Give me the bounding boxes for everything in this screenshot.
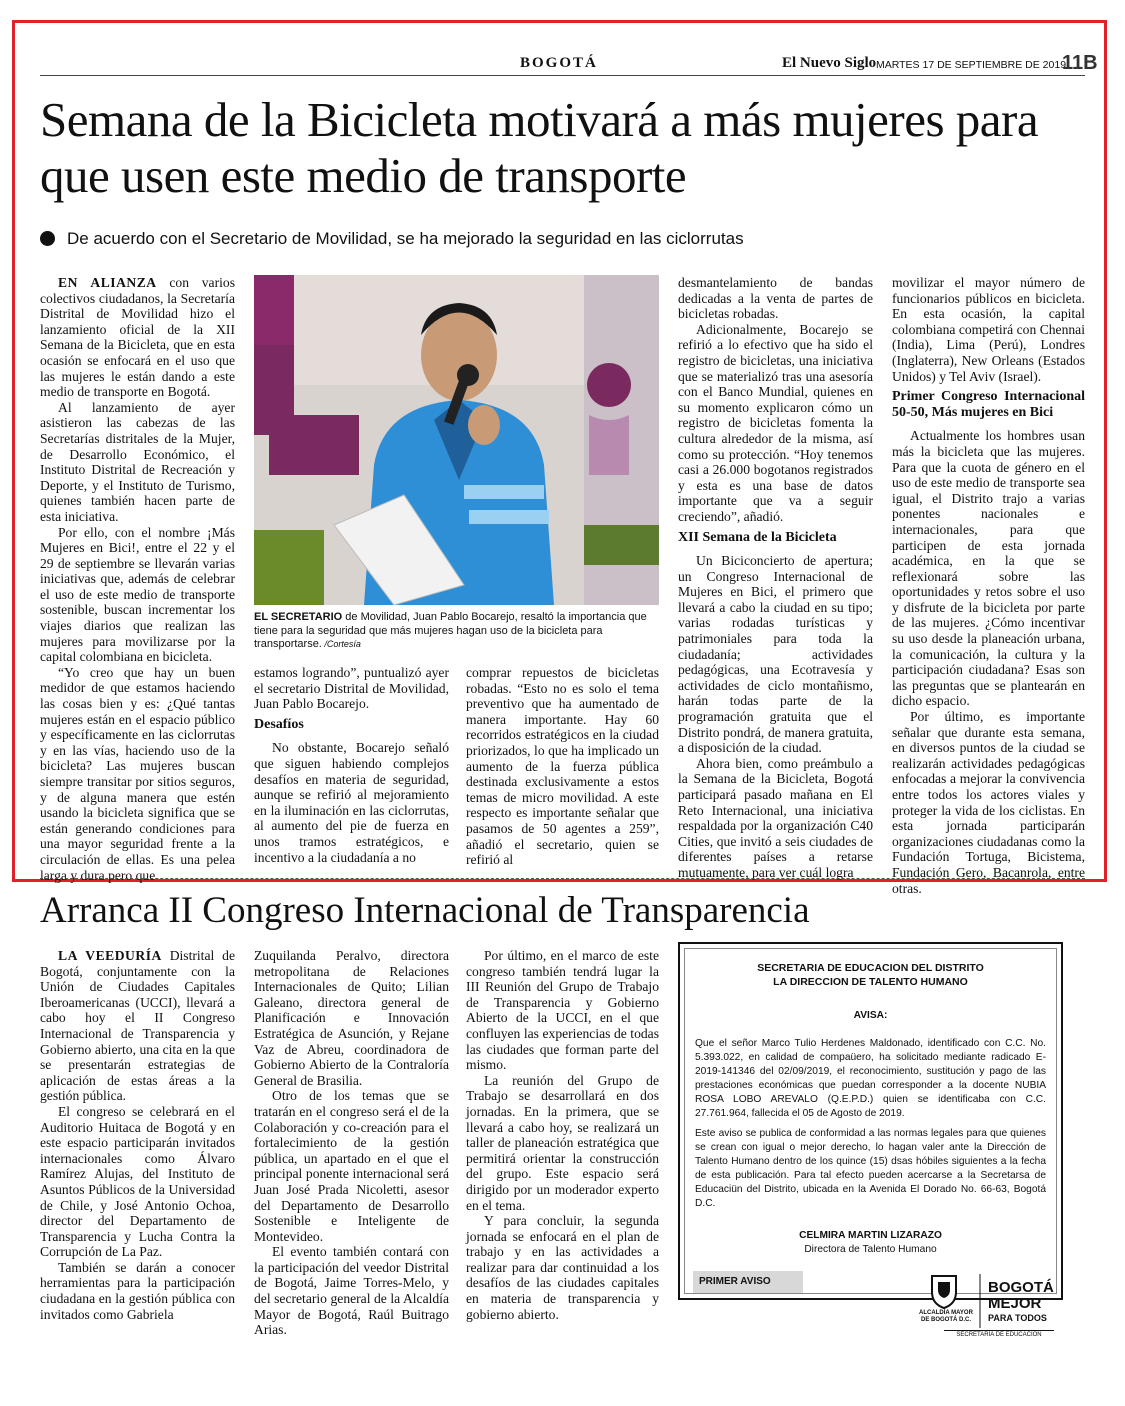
notice-inner-frame	[684, 948, 1057, 1294]
notice-title	[685, 961, 1056, 989]
first-notice-badge: PRIMER AVISO	[693, 1271, 803, 1293]
paragraph-text: Distrital de Bogotá, conjuntamente con la Unión de Ciudades Capitales Iberoamericanas (UCCI), llevará a cabo hoy el II Congreso Internacional de Transparencia y Gobierno abierto, una cita en la que se presentarán estrategias de aplicación de estas áreas a la gestión pública.	[40, 948, 236, 1104]
paragraph	[40, 275, 235, 400]
paragraph-text: Zuquilanda Peralvo, directora metropolitana de Relaciones Internacionales de Quito; Lilian Galeano, directora general de Planificación e Innovación Estratégica de Asunción, y Rejane Vaz de Abreu, coordinadora de Gobierno Abierto de la Contraloría General de Brasilia.	[254, 948, 449, 1088]
paragraph	[254, 1244, 449, 1338]
paragraph	[892, 275, 1085, 384]
brand-mejor: MEJOR	[988, 1295, 1042, 1312]
lead-words: EN ALIANZA	[58, 275, 157, 290]
paragraph-text: También se darán a conocer herramientas para la participación ciudadana en la gestión pública con invitados como Gabriela	[40, 1259, 235, 1322]
paragraph-text: “Yo creo que hay un buen medidor de que estamos haciendo las cosas bien y es: ¿Qué tantas mujeres están en el espacio público y específicamente en las ciclorrutas y en las vías, haciendo uso de la bicicleta? Las mujeres buscan siempre transitar por sitios seguros, y de alguna manera que estén usando la bicicleta significa que se están generando condiciones para una mayor seguridad frente a la circulación de ellas. Es una pelea larga y dura pero que	[40, 664, 235, 883]
caption-lead: EL SECRETARIO	[254, 611, 343, 623]
paragraph-text: La reunión del Grupo de Trabajo se desarrollará en dos jornadas. En la primera, que se llevará a cabo hoy, se realizará un taller de planeación estratégica que permitirá orientar la construcción del grupo. Este espacio será dirigido por un moderador experto en el tema.	[466, 1072, 659, 1213]
paragraph	[678, 275, 873, 322]
paragraph	[254, 665, 449, 712]
newspaper-name: El Nuevo Siglo	[782, 55, 877, 71]
article1-column-5	[892, 275, 1085, 896]
paragraph	[466, 1213, 659, 1322]
paragraph-text: Por ello, con el nombre ¡Más Mujeres en Bici!, entre el 22 y el 29 de septiembre se llevarán varias iniciativas que, además de celebrar el uso de este medio de transporte sostenible, buscan incrementar los viajes diarios que realizan las mujeres para movilizarse por la capital colombiana en bicicleta.	[40, 524, 235, 665]
paragraph	[678, 756, 873, 881]
section-divider	[40, 878, 1085, 879]
legal-notice	[678, 942, 1063, 1300]
paragraph	[466, 948, 659, 1073]
department-name: SECRETARÍA DE EDUCACIÓN	[944, 1330, 1054, 1339]
signer-name: CELMIRA MARTIN LIZARAZO	[799, 1230, 942, 1241]
caption-text: de Movilidad, Juan Pablo Bocarejo, resaltó la importancia que tiene para la seguridad que más mujeres hagan uso de la bicicleta para transportarse.	[254, 611, 647, 650]
paragraph	[254, 740, 449, 865]
notice-paragraph-1: Que el señor Marco Tulio Herdenes Maldonado, identificado con C.C. No. 5.393.022, en calidad de compaüero, ha solicitado mediante radicado E-2019-141346 del 02/09/2019, el reconocimiento, sustitución y pago de las prestaciones económicas que puedan corresponder a la docente NUBIA ROSA LOBO AREVALO (Q.E.P.D.) quien se identificaba con C.C. 27.761.964, fallecida el 05 de Agosto de 2019.	[695, 1038, 1046, 1119]
article1-column-3	[466, 665, 659, 868]
article1-column-1	[40, 275, 235, 883]
paragraph-text: El congreso se celebrará en el Auditorio Huitaca de Bogotá y en este espacio participarán invitados internacionales como Álvaro Ramírez Alujas, del Instituto de Asuntos Públicos de la Universidad de Chile, y José Antonio Ochoa, director del Departamento de Transparencia y Lucha Contra la Corrupción de La Paz.	[40, 1103, 235, 1260]
paragraph-text: Al lanzamiento de ayer asistieron las cabezas de las Secretarías distritales de la Mujer, de Desarrollo Económico, el Instituto Distrital de Recreación y Deporte, y el Instituto de Turismo, quienes también hacen parte de esta iniciativa.	[40, 399, 235, 524]
article2-headline: Arranca II Congreso Internacional de Transparencia	[40, 890, 810, 931]
paragraph	[466, 665, 659, 868]
article-subhead	[40, 229, 744, 249]
bogota-logo	[919, 1272, 1072, 1338]
paragraph	[40, 1104, 235, 1260]
paragraph	[466, 1073, 659, 1213]
paragraph	[678, 553, 873, 756]
issue-date: MARTES 17 DE SEPTIEMBRE DE 2019	[876, 59, 1067, 71]
photo-illustration	[254, 275, 659, 605]
notice-title-line2: LA DIRECCION DE TALENTO HUMANO	[773, 976, 968, 988]
paragraph-text: Actualmente los hombres usan más la bicicleta que las mujeres. Para que la cuota de género en el uso de este medio de transporte sea igual, el Distrito trajo a varias ponentes nacionales e internacionales, para que participen de esta jornada académica, en la que se reflexionará sobre las oportunidades y retos sobre el uso y disfrute de la bicicleta por parte de las mujeres. ¿Cómo incentivar su uso desde la planeación urbana, la comunicación, la cultura y la participación ciudadana? Esas son las preguntas que se plantearán en dicho espacio.	[892, 428, 1085, 709]
notice-avisa: AVISA:	[853, 1010, 888, 1021]
paragraph-text: Por último, es importante señalar que durante esta semana, en diversos puntos de la ciudad se realizarán actividades pedagógicas enfocadas a mejorar la convivencia entre todos los actores viales y proteger la vida de los ciclistas. En esta jornada participarán organizaciones ciudadanas como la Fundación Tortuga, Bicistema, Fundación Gero, Bacanrola, entre otras.	[892, 709, 1085, 896]
notice-paragraph-2: Este aviso se publica de conformidad a las normas legales para que quienes se crean con igual o mejor derecho, lo hagan valer ante la Dirección de Talento Humano dentro de los quince (15) dsas hóbiles siguientes a la fecha de esta publicación. Para tal efecto pueden acercarse a la Secretarsa de Educaciün del Distrito, ubicada en la Avenida El Dorado No. 66-63, Bogotá D.C.	[695, 1128, 1046, 1209]
section-name: BOGOTÁ	[520, 55, 598, 71]
paragraph-text: Adicionalmente, Bocarejo se refirió a lo efectivo que ha sido el registro de bicicletas, una iniciativa que se materializó tras una asesoría con el Banco Mundial, quienes en su momento explicaron cómo un registro de bicicletas fomenta la cultura alrededor de la misma, así como su protección. “Hoy tenemos casi a 26.000 bogotanos registrados y esta es una base de datos importante que va a seguir creciendo”, añadió.	[678, 321, 873, 524]
brand-bogota: BOGOTÁ	[988, 1279, 1054, 1296]
paragraph	[40, 525, 235, 665]
article2-column-1	[40, 948, 235, 1322]
article-headline: Semana de la Bicicleta motivará a más mujeres para que usen este medio de transporte	[40, 92, 1039, 203]
paragraph-text: Otro de los temas que se tratarán en el congreso será el de la Colaboración y co-creación para el fortalecimiento de la gestión pública, un apartado en el que el principal ponente internacional será Juan José Prada Nicoletti, asesor del Departamento de Desarrollo Sostenible e Inteligente de Montevideo.	[254, 1088, 449, 1244]
seal-text	[918, 1310, 974, 1324]
paragraph-text: No obstante, Bocarejo señaló que siguen habiendo complejos desafíos en materia de seguridad, aunque se refirió al mejoramiento en la iluminación en las ciclorrutas, al aumento del pie de fuerza en unos tramos estratégicos, e incentivo a la ciudadanía a no	[254, 740, 449, 865]
section-subheading: XII Semana de la Bicicleta	[678, 529, 837, 545]
notice-title-line1: SECRETARIA DE EDUCACION DEL DISTRITO	[757, 962, 984, 974]
bullet-icon	[40, 231, 55, 246]
brand-para-todos: PARA TODOS	[988, 1313, 1047, 1323]
article1-column-4	[678, 275, 873, 881]
paragraph-text: Ahora bien, como preámbulo a la Semana de la Bicicleta, Bogotá participará pasado mañana en El Reto Internacional, una iniciativa respaldada por la organización C40 Cities, que invitó a seis ciudades de diferentes países a retarse mutuamente, para ver cuál logra	[678, 755, 873, 880]
article1-column-2	[254, 665, 449, 865]
page-number: 11B	[1062, 52, 1098, 74]
paragraph-text: Por último, en el marco de este congreso también tendrá lugar la III Reunión del Grupo de Trabajo de Transparencia y Gobierno Abierto de la UCCI, en el que confluyen las experiencias de todas las ciudades que forman parte del mismo.	[466, 948, 659, 1073]
photo-caption	[254, 611, 659, 652]
header-rule	[40, 75, 1085, 76]
signer-role: Directora de Talento Humano	[804, 1244, 937, 1255]
secretary-photo	[254, 275, 659, 605]
paragraph	[892, 428, 1085, 709]
paragraph	[40, 948, 235, 1104]
article2-column-2	[254, 948, 449, 1338]
paragraph-text: Un Biciconcierto de apertura; un Congreso Internacional de Mujeres en Bici, el primero que llevará a cabo la ciudad en su tipo; varias rodadas turísticas y patrimoniales para toda la ciudadanía; actividades pedagógicas, una Ecotravesía y actividades de ciclo montañismo, harán todas parte de la programación gratuita que el Distrito pondrá, de manera gratuita, a disposición de la ciudad.	[678, 553, 873, 756]
paragraph	[254, 948, 449, 1088]
paragraph	[678, 322, 873, 525]
paragraph-text: desmantelamiento de bandas dedicadas a la venta de partes de bicicletas robadas.	[678, 275, 873, 322]
paragraph	[892, 709, 1085, 896]
paragraph-text: comprar repuestos de bicicletas robadas. “Esto no es solo el tema preventivo que ha aumentado de manera importante. Hay 60 recorridos estratégicos en la ciudad priorizados, lo que ha implicado un aumento de la fuerza pública destinada exclusivamente a estos temas de micro movilidad. A este respecto es importante señalar que pasamos de 50 agentes a 259”, añadió el secretario, quien se refirió al	[466, 665, 659, 868]
paragraph-text: movilizar el mayor número de funcionarios públicos en bicicleta. En esta ocasión, la capital colombiana competirá con Chennai (India), Lima (Perú), Londres (Inglaterra), New Orleans (Estados Unidos) y Tel Aviv (Israel).	[892, 275, 1085, 384]
paragraph-text: Y para concluir, la segunda jornada se enfocará en el plan de trabajo y en las actividades a realizar para dar continuidad a los desafíos de las ciudades capitales en materia de transparencia y gobierno abierto.	[466, 1213, 659, 1322]
paragraph-text: El evento también contará con la participación del veedor Distrital de Bogotá, Jaime Torres-Melo, y del secretario general de la Alcaldía Mayor de Bogotá, Raúl Buitrago Arias.	[254, 1244, 449, 1338]
notice-signature	[685, 1229, 1056, 1257]
paragraph	[254, 1088, 449, 1244]
subhead-text: De acuerdo con el Secretario de Movilidad, se ha mejorado la seguridad en las ciclorrutas	[67, 229, 744, 248]
paragraph	[40, 400, 235, 525]
seal-line-1: ALCALDÍA MAYOR	[919, 1310, 973, 1316]
paragraph-text: con varios colectivos ciudadanos, la Secretaría Distrital de Movilidad hizo el lanzamiento oficial de la XII Semana de la Bicicleta, que en esta ocasión se enfocará en el uso que las mujeres le están dando a este medio de transporte en Bogotá.	[40, 275, 235, 400]
section-subheading: Desafíos	[254, 716, 304, 732]
article2-column-3	[466, 948, 659, 1322]
seal-line-2: DE BOGOTÁ D.C.	[920, 1317, 971, 1323]
photo-credit: /Cortesía	[321, 639, 361, 649]
lead-words: LA VEEDURÍA	[58, 948, 162, 963]
section-subheading: Primer Congreso Internacional 50-50, Más mujeres en Bici	[892, 389, 1085, 420]
paragraph-text: estamos logrando”, puntualizó ayer el secretario Distrital de Movilidad, Juan Pablo Bocarejo.	[254, 665, 449, 712]
paragraph	[40, 1260, 235, 1322]
paragraph	[40, 665, 235, 883]
